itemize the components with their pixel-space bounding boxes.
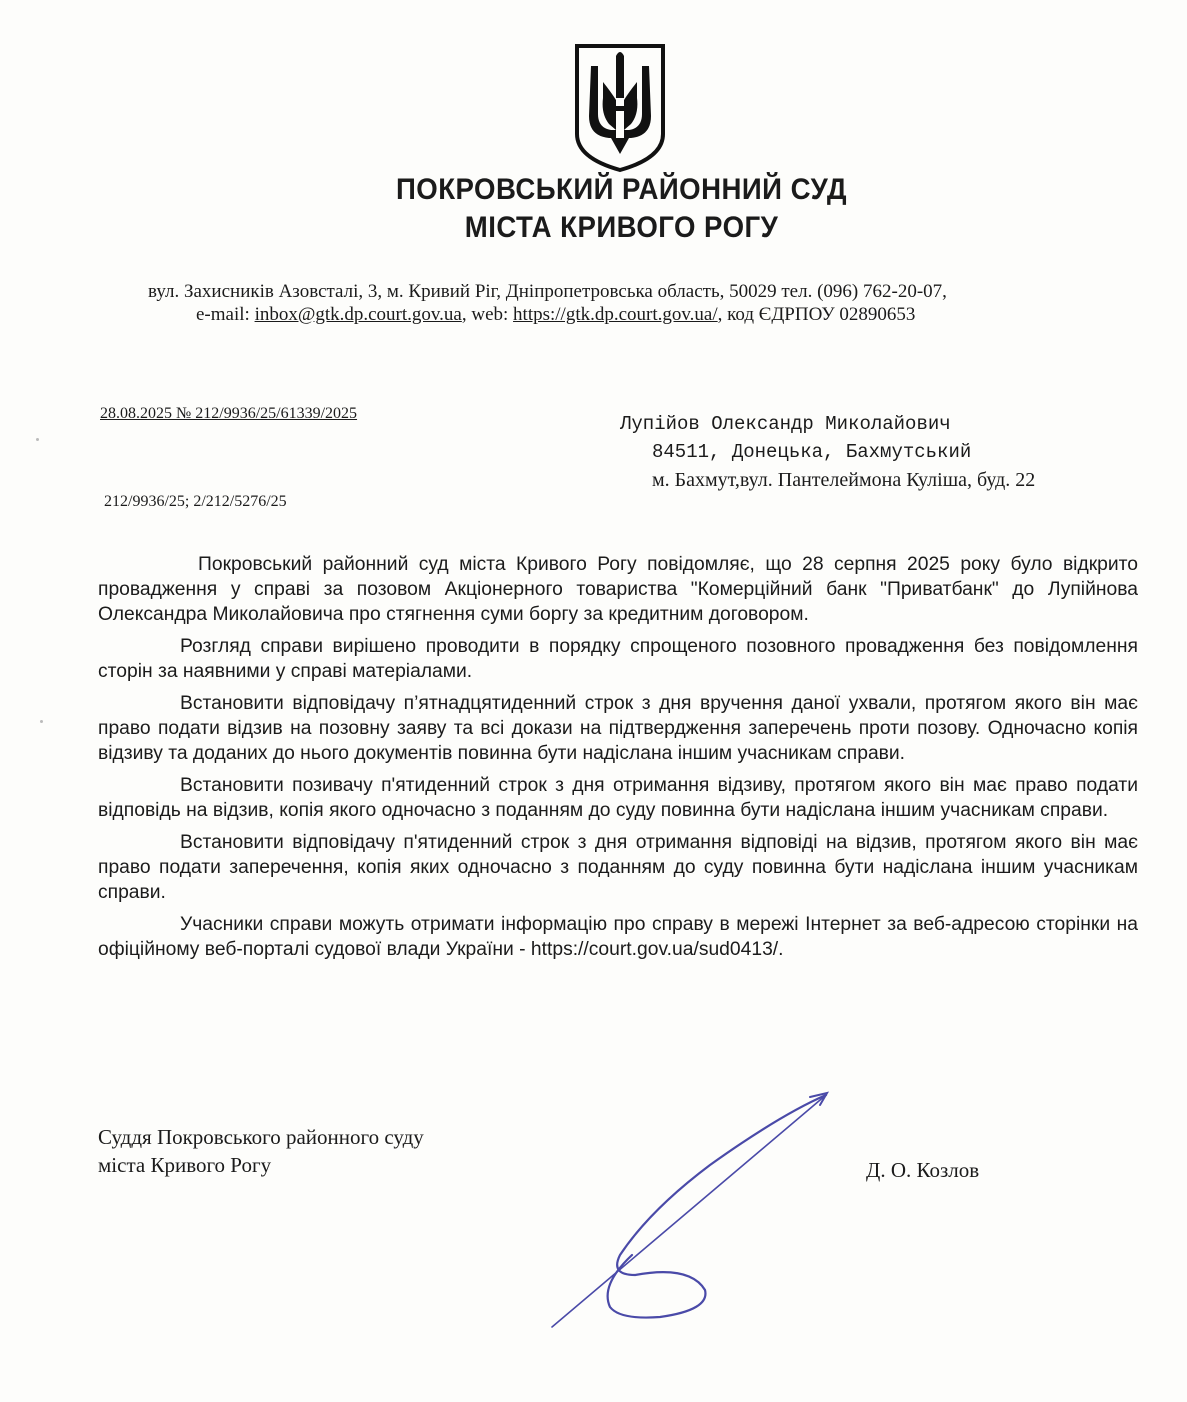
coat-of-arms-icon [571, 42, 669, 174]
paragraph-procedure: Розгляд справи вирішено проводити в порядку спрощеного позовного провадження без повідомлення сторін за наявними у справі матеріалами. [98, 636, 1138, 682]
court-name-line2: МІСТА КРИВОГО РОГУ [464, 211, 779, 244]
judge-position-line2: міста Кривого Рогу [98, 1153, 272, 1177]
web-link[interactable]: https://gtk.dp.court.gov.ua/ [513, 304, 718, 325]
outgoing-number: 28.08.2025 № 212/9936/25/61339/2025 [100, 405, 358, 422]
edrpou-code: , код ЄДРПОУ 02890653 [717, 304, 916, 325]
court-online-contacts [196, 304, 915, 326]
paragraph-online-info: Учасники справи можуть отримати інформацію про справу в мережі Інтернет за веб-адресою сторінки на офіційному веб-порталі судової влади України - https://court.gov.ua/sud0413/. [98, 914, 1138, 960]
judge-position-line1: Суддя Покровського районного суду [98, 1125, 424, 1149]
court-name-line1: ПОКРОВСЬКИЙ РАЙОННИЙ СУД [396, 173, 847, 206]
paragraph-plaintiff-term: Встановити позивачу п'ятиденний строк з дня отримання відзиву, протягом якого він має право подати відповідь на відзив, копія якого одночасно з поданням до суду повинна бути надіслана іншим учасникам справи. [98, 775, 1138, 821]
judge-position [98, 1123, 424, 1179]
paragraph-notice: Покровський районний суд міста Кривого Рогу повідомляє, що 28 серпня 2025 року було відкрито провадження у справі за позовом Акціонерного товариства "Комерційний банк "Приватбанк" до Лупійнова Олександра Миколайовича про стягнення суми боргу за кредитним договором. [98, 554, 1138, 625]
court-address: вул. Захисників Азовсталі, 3, м. Кривий Ріг, Дніпропетровська область, 50029 тел. (096) 762-20-07, [148, 281, 947, 302]
case-numbers: 212/9936/25; 2/212/5276/25 [104, 493, 287, 510]
recipient-block [620, 410, 1035, 494]
web-label: , web: [461, 304, 514, 325]
paragraph-defendant-term: Встановити відповідачу п’ятнадцятиденний строк з дня вручення даної ухвали, протягом якого він має право подати відзив на позовну заяву та всі докази на підтвердження заперечень проти позову. Одночасно копія відзиву та доданих до нього документів повинна бути надіслана іншим учасникам справи. [98, 693, 1138, 764]
email-link[interactable]: inbox@gtk.dp.court.gov.ua [254, 304, 462, 325]
paragraph-objection-term: Встановити відповідачу п'ятиденний строк з дня отримання відповіді на відзив, протягом якого він має право подати заперечення, копія яких одночасно з поданням до суду повинна бути надіслана іншим учасникам справи. [98, 832, 1138, 903]
scan-speck [40, 720, 43, 723]
recipient-address-line2: м. Бахмут,вул. Пантелеймона Куліша, буд. 22 [652, 469, 1036, 491]
handwritten-signature [540, 1085, 840, 1330]
letter-body [98, 552, 1138, 969]
email-label: e-mail: [196, 304, 255, 325]
judge-name: Д. О. Козлов [866, 1158, 980, 1182]
recipient-name: Лупійов Олександр Миколайович [620, 413, 951, 435]
recipient-address-line1: 84511, Донецька, Бахмутський [652, 441, 972, 463]
scan-speck [36, 438, 39, 441]
